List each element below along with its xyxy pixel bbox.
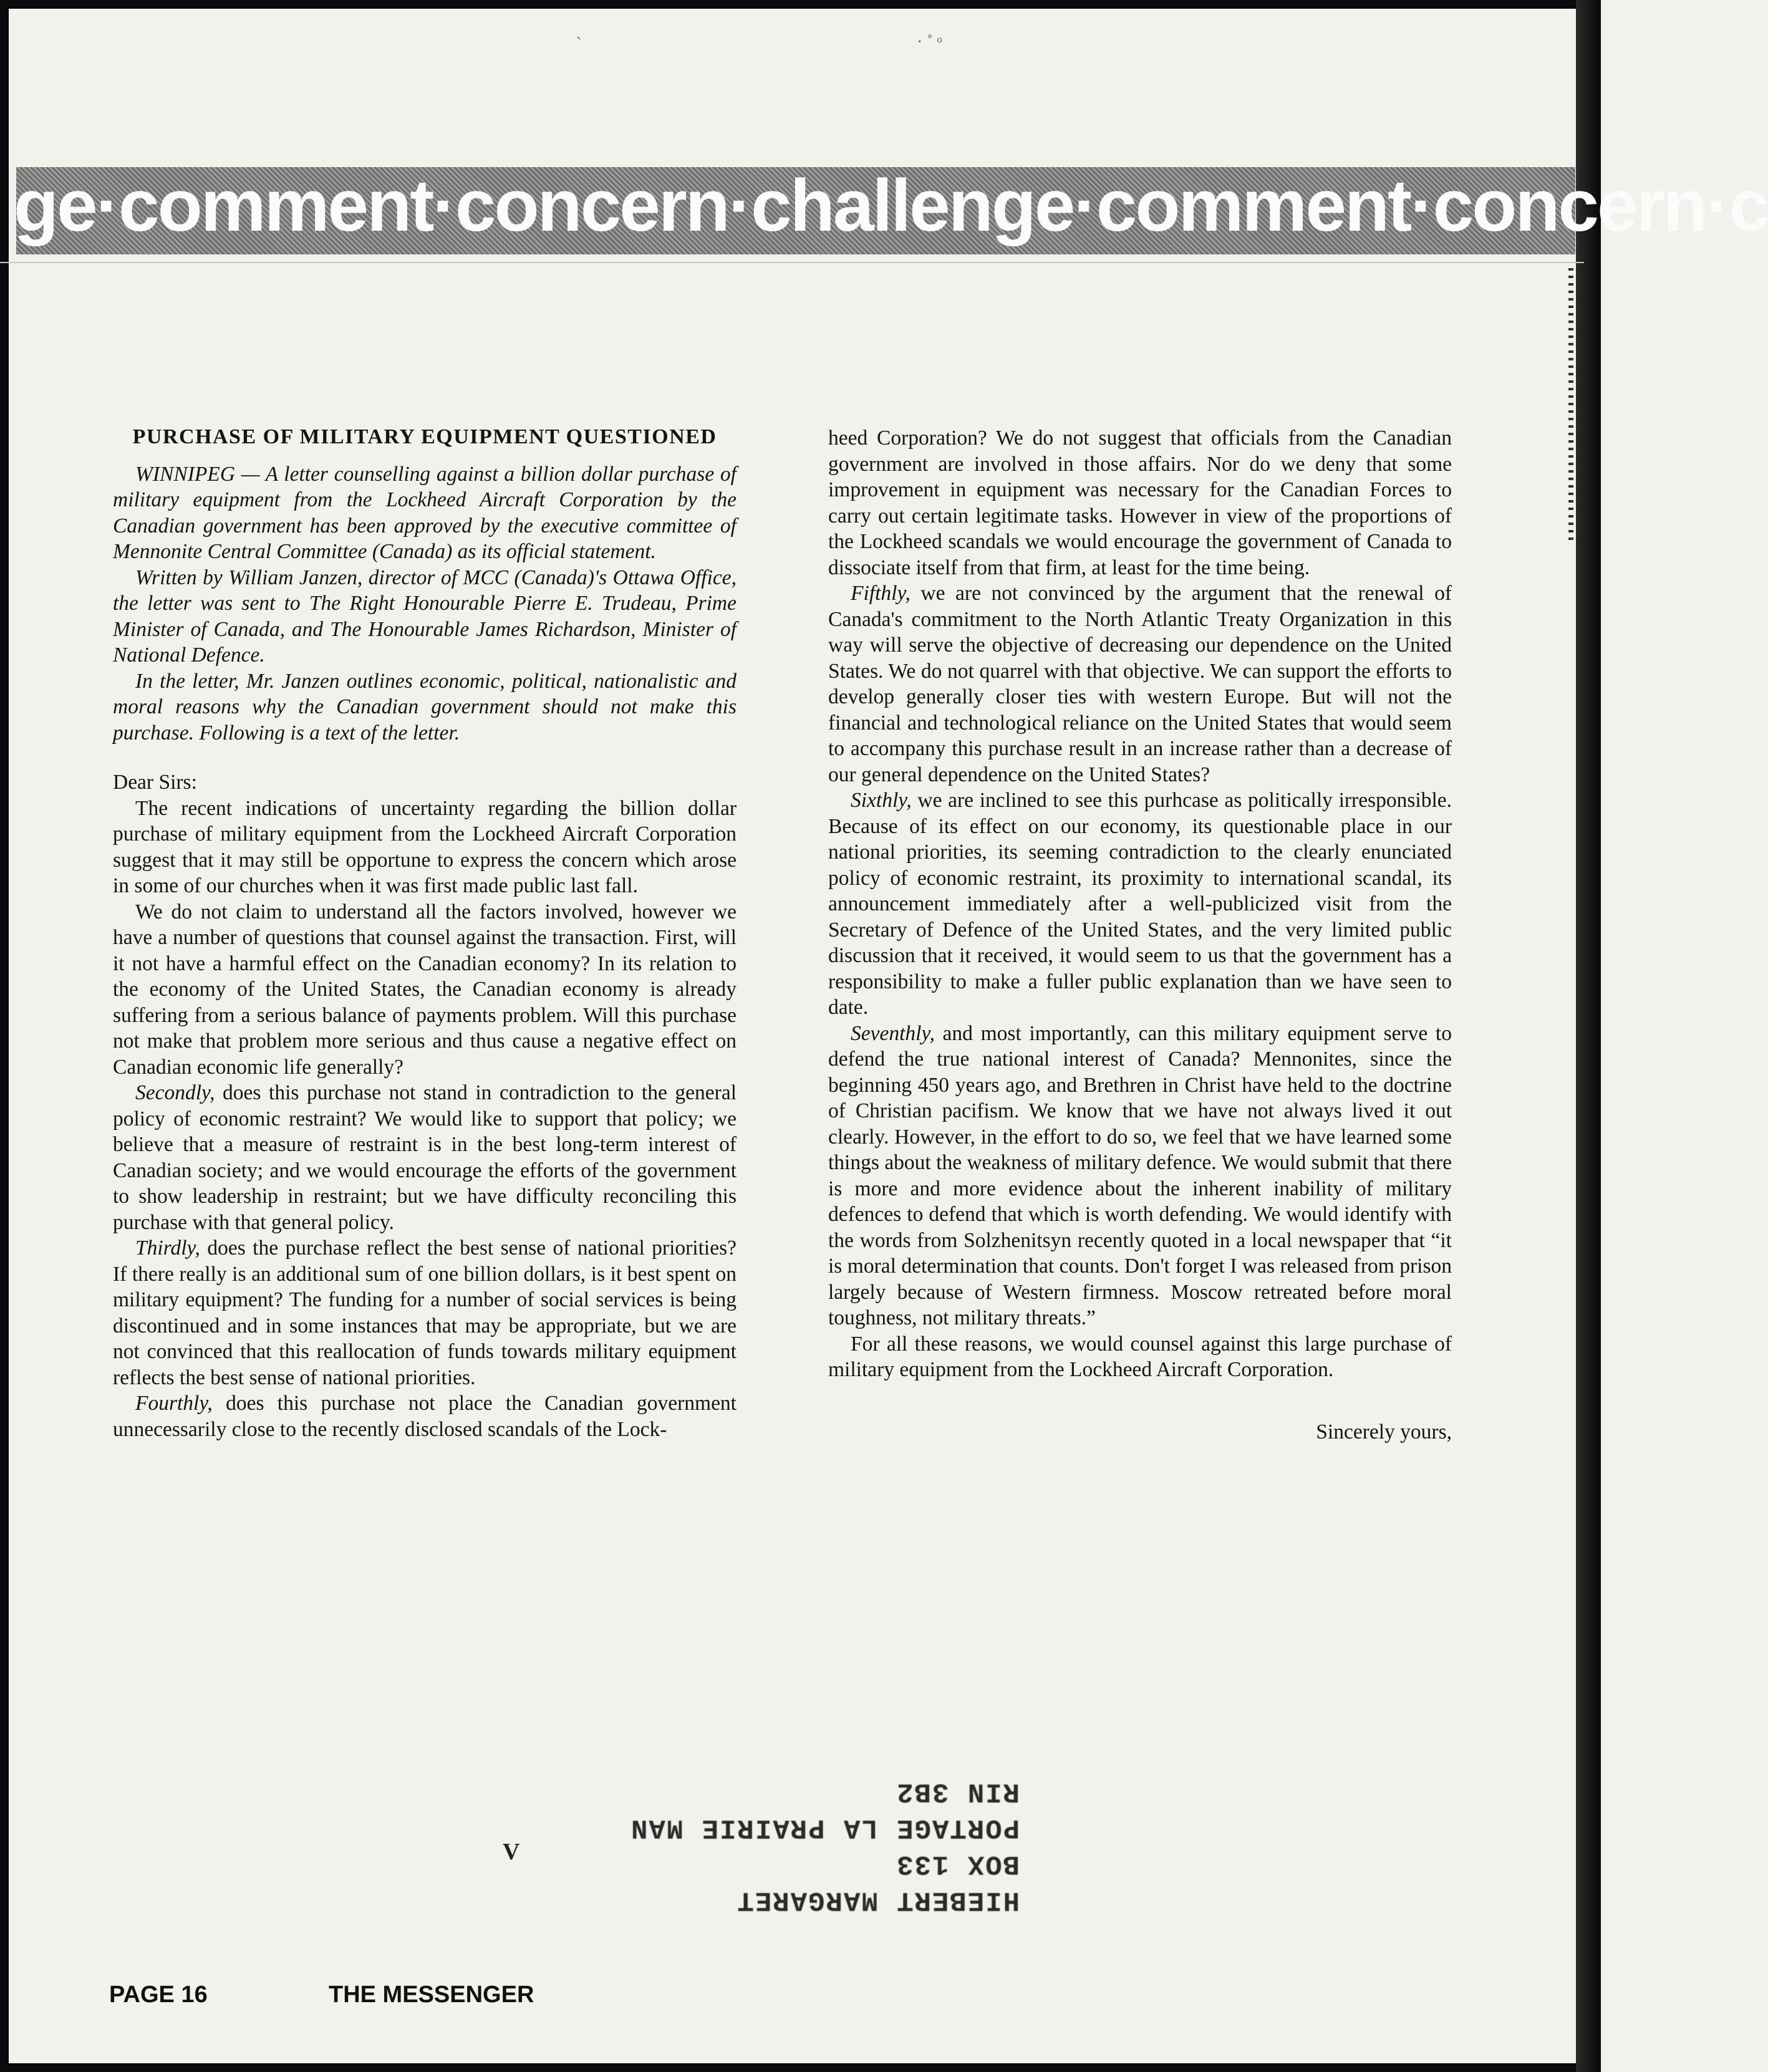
section-banner [14,165,1768,254]
letter-continuation: heed Corporation? We do not suggest that officials from the Canadian government are involved in those affairs. Nor do we deny that some improvement in equipment was necessary for the Canadian Forces to carry out certain legitimate tasks. However in view of the proportions of the Lockheed scandals we would encourage the government of Canada to dissociate itself from that firm, at least for the time being. [828,426,1452,579]
letter-paragraph: Secondly, does this purchase not stand in contradiction to the general policy of economic restraint? We would like to support that policy; we believe that a measure of restraint is in the best long-term interest of Canadian society; and we would encourage the efforts of the government to show leadership in restraint; but we have difficulty reconciling this purchase with that general policy. [113,1081,737,1234]
intro-paragraph: WINNIPEG — A letter counselling against a billion dollar purchase of military equipment from the Lockheed Aircraft Corporation by the Canadian government has been approved by the executive committee of Mennonite Central Committee (Canada) as its official statement. [113,462,737,563]
ordinal-lead: Thirdly, [135,1236,200,1260]
stamp-line: PORTAGE LA PRAIRIE MAN [630,1812,1020,1843]
banner-text: ge·comment·concern·challenge·comment·concern·c [14,165,1768,247]
intro-paragraph: In the letter, Mr. Janzen outlines economic, political, nationalistic and moral reasons why the Canadian government should not make this purchase. Following is a text of the letter. [113,669,737,744]
stamp-line: BOX 133 [896,1848,1020,1879]
letter-paragraph: Seventhly, and most importantly, can this military equipment serve to defend the true national interest of Canada? Mennonites, since the beginning 450 years ago, and Brethren in Christ have held to the doctrine of Christian pacifism. We know that we have not always lived it out clearly. However, in the effort to do so, we feel that we have learned some things about the weakness of military defence. We would submit that there is more and more evidence about the inherent inability of military defences to defend that which is worth defending. We would identify with the words from Solzhenitsyn recently quoted in a local newspaper that “it is moral determination that counts. Don't forget I was released from prison largely because of Western firmness. Moscow retreated before moral toughness, not military threats.” [828,1021,1452,1329]
stamp-line: HIEBERT MARGARET [736,1884,1020,1915]
scan-speck: · ˚ ᵒ [917,32,942,52]
article-title: PURCHASE OF MILITARY EQUIPMENT QUESTIONED [132,425,717,448]
v-mark: V [503,1839,520,1865]
letter-paragraph: Thirdly, does the purchase reflect the best sense of national priorities? If there really is an additional sum of one billion dollars, is it best spent on military equipment? The funding for a number of social services is being discontinued and in some instances that may be appropriate, but we are not convinced that this reallocation of funds towards military equipment reflects the best sense of national priorities. [113,1236,737,1389]
ordinal-lead: Fourthly, [135,1392,213,1415]
scan-edge [1576,0,1601,2072]
ordinal-lead: Sixthly, [851,789,912,812]
scan-edge-mark [1568,268,1573,542]
letter-paragraph: The recent indications of uncertainty regarding the billion dollar purchase of military equipment from the Lockheed Aircraft Corporation suggest that it may still be opportune to express the concern which arose in some of our churches when it was first made public last fall. [113,796,737,897]
banner-rule [0,262,1584,263]
salutation: Dear Sirs: [113,771,197,794]
closing: Sincerely yours, [1316,1420,1452,1443]
address-stamp [630,1731,1020,1918]
stamp-line: RIN 3B2 [896,1776,1020,1807]
publication-name: THE MESSENGER [329,1982,534,2008]
ordinal-lead: Fifthly, [851,582,911,605]
ordinal-lead: Seventhly, [851,1021,935,1045]
letter-paragraph: Sixthly, we are inclined to see this purhcase as politically irresponsible. Because of its effect on our economy, its questionable place in our national priorities, its seeming contradiction to the clearly enunciated policy of economic restraint, its proximity to international scandal, its announcement immediately after a well-publicized visit from the Secretary of Defence of the United States, and the very limited public discussion that it received, it would seem to us that the government has a responsibility to make a fuller public explanation than we have seen to date. [828,789,1452,1019]
letter-paragraph: We do not claim to understand all the factors involved, however we have a number of questions that counsel against the transaction. First, will it not have a harmful effect on the Canadian economy? In its relation to the economy of the United States, the Canadian economy is already suffering from a serious balance of payments problem. Will this purchase not make that problem more serious and thus cause a negative effect on Canadian economic life generally? [113,900,737,1079]
left-column [113,424,737,1442]
right-column [828,425,1452,1445]
letter-paragraph: Fifthly, we are not convinced by the argument that the renewal of Canada's commitment to the North Atlantic Treaty Organization in this way will serve the objective of decreasing our dependence on the United States. We do not quarrel with that objective. We can support the efforts to develop generally closer ties with western Europe. But will not the financial and technological reliance on the United States that would seem to accompany this purchase result in an increase rather than a decrease of our general dependence on the United States? [828,582,1452,786]
letter-paragraph: For all these reasons, we would counsel against this large purchase of military equipment from the Lockheed Aircraft Corporation. [828,1332,1452,1381]
letter-paragraph: Fourthly, does this purchase not place the Canadian government unnecessarily close to the recently disclosed scandals of the Lock- [113,1392,737,1441]
intro-paragraph: Written by William Janzen, director of MCC (Canada)'s Ottawa Office, the letter was sent to The Right Honourable Pierre E. Trudeau, Prime Minister of Canada, and The Honourable James Richardson, Minister of National Defence. [113,566,737,667]
ordinal-lead: Secondly, [135,1081,215,1104]
page-number: PAGE 16 [109,1982,208,2008]
